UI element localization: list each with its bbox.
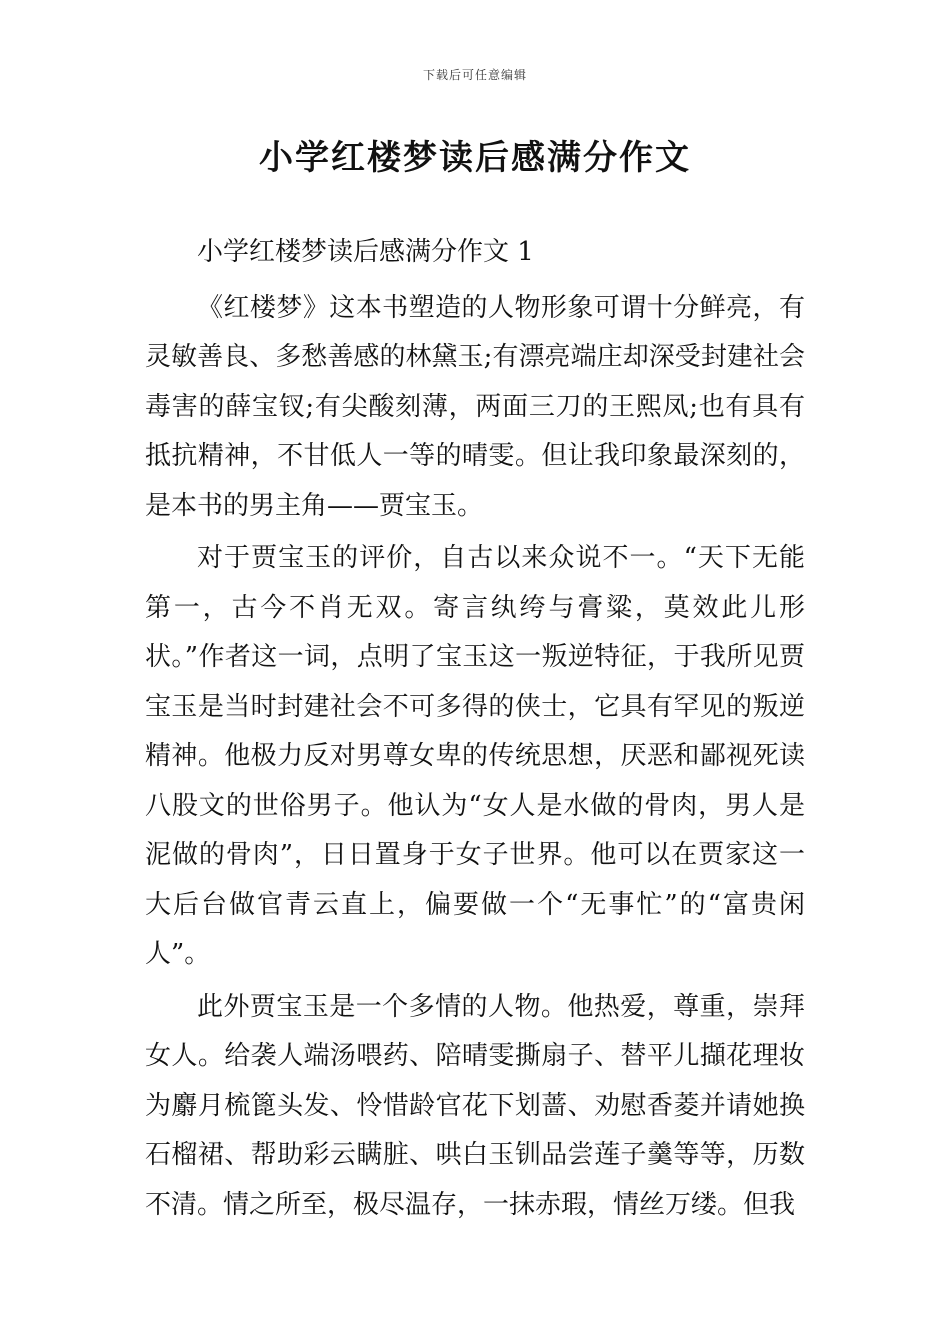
paragraph-3: 此外贾宝玉是一个多情的人物。他热爱，尊重，崇拜女人。给袭人端汤喂药、陪晴雯撕扇子、替平儿擷花理妆为麝月梳篦头发、怜惜龄官花下划蔷、劝慰香菱并请她换石榴裙、帮助彩云瞒脏、哄白玉钏品尝莲子羹等等，历数不清。情之所至，极尽温存，一抹赤瑕，情丝万缕。但我: [145, 991, 805, 1220]
paragraph-1: 《红楼梦》这本书塑造的人物形象可谓十分鲜亮，有灵敏善良、多愁善感的林黛玉;有漂亮端庄却深受封建社会毒害的薛宝钗;有尖酸刻薄，两面三刀的王熙凤;也有具有抵抗精神，不甘低人一等的晴雯。但让我印象最深刻的，是本书的男主角——贾宝玉。: [145, 292, 805, 521]
document-body: [145, 228, 805, 1230]
paragraph-2: 对于贾宝玉的评价，自古以来众说不一。“天下无能第一，古今不肖无双。寄言纨绔与膏粱，莫效此儿形状。”作者这一词，点明了宝玉这一叛逆特征，于我所见贾宝玉是当时封建社会不可多得的侠士，它具有罕见的叛逆精神。他极力反对男尊女卑的传统思想，厌恶和鄙视死读八股文的世俗男子。他认为“女人是水做的骨肉，男人是泥做的骨肉”，日日置身于女子世界。他可以在贾家这一大后台做官青云直上，偏要做一个“无事忙”的“富贵闲人”。: [145, 543, 805, 969]
document-title: 小学红楼梦读后感满分作文: [259, 138, 691, 178]
header-note: 下载后可任意编辑: [422, 68, 527, 82]
section-heading: 小学红楼梦读后感满分作文 1: [197, 237, 534, 267]
